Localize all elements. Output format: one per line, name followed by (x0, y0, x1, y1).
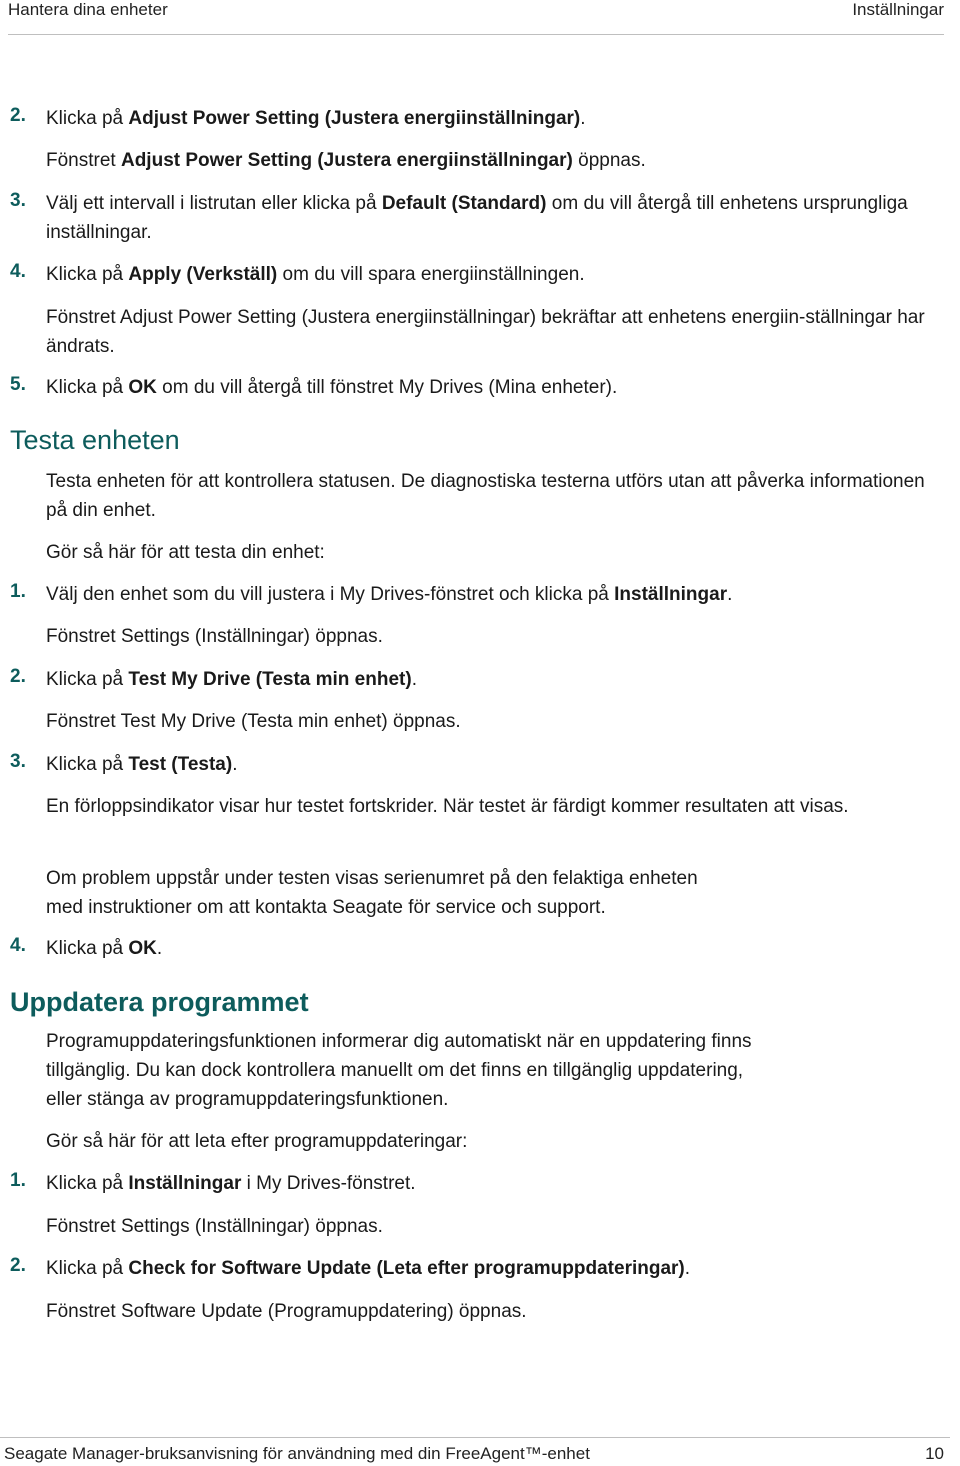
section-heading-test: Testa enheten (10, 425, 180, 455)
step-number: 4. (10, 935, 26, 956)
step-text: Klicka på Adjust Power Setting (Justera energiinställningar). (46, 108, 586, 129)
step-text: Välj ett intervall i listrutan eller klicka på Default (Standard) om du vill återgå till enhetens ursprungliga inställningar. (46, 193, 908, 243)
step-text: Klicka på OK om du vill återgå till fönstret My Drives (Mina enheter). (46, 377, 618, 398)
step-text: Klicka på Test My Drive (Testa min enhet). (46, 669, 417, 690)
section-howto: Gör så här för att testa din enhet: (46, 542, 325, 563)
step-note: Fönstret Adjust Power Setting (Justera energiinställningar) öppnas. (46, 150, 646, 171)
step-number: 2. (10, 105, 26, 126)
step-note: Fönstret Settings (Inställningar) öppnas. (46, 1216, 383, 1237)
step-text: Klicka på Check for Software Update (Leta efter programuppdateringar). (46, 1258, 691, 1279)
header-chapter: Inställningar (852, 0, 944, 19)
step-note: En förloppsindikator visar hur testet fortskrider. När testet är färdigt kommer resultaten att visas. (46, 796, 849, 817)
step-text: Välj den enhet som du vill justera i My Drives-fönstret och klicka på Inställningar. (46, 584, 733, 605)
step-number: 3. (10, 190, 26, 211)
step-number: 3. (10, 751, 26, 772)
page-header (8, 0, 944, 35)
step-number: 2. (10, 1255, 26, 1276)
step-note: Fönstret Adjust Power Setting (Justera energiinställningar) bekräftar att enhetens energiin-ställningar har ändrats. (46, 307, 925, 357)
footer-title: Seagate Manager-bruksanvisning för användning med din FreeAgent™-enhet (4, 1444, 590, 1463)
section-heading-update: Uppdatera programmet (10, 987, 309, 1017)
section-howto: Gör så här för att leta efter programuppdateringar: (46, 1131, 468, 1152)
step-note: Fönstret Software Update (Programuppdatering) öppnas. (46, 1301, 527, 1322)
step-text: Klicka på Test (Testa). (46, 754, 238, 775)
header-section: Hantera dina enheter (8, 0, 168, 19)
step-note: Om problem uppstår under testen visas serienumret på den felaktiga enheten med instruktioner om att kontakta Seagate för service och support. (46, 868, 698, 918)
step-note: Fönstret Settings (Inställningar) öppnas. (46, 626, 383, 647)
step-number: 5. (10, 374, 26, 395)
page-footer (0, 1437, 950, 1466)
step-text: Klicka på Inställningar i My Drives-fönstret. (46, 1173, 416, 1194)
step-note: Fönstret Test My Drive (Testa min enhet) öppnas. (46, 711, 461, 732)
step-number: 2. (10, 666, 26, 687)
step-number: 4. (10, 261, 26, 282)
page-number: 10 (925, 1444, 944, 1463)
section-intro: Testa enheten för att kontrollera statusen. De diagnostiska testerna utförs utan att påverka informationen på din enhet. (46, 471, 925, 521)
step-number: 1. (10, 1170, 26, 1191)
section-intro: Programuppdateringsfunktionen informerar dig automatiskt när en uppdatering finns tillgänglig. Du kan dock kontrollera manuellt om det finns en tillgänglig uppdatering, eller stänga av programuppdateringsfunktionen. (46, 1031, 752, 1110)
step-text: Klicka på Apply (Verkställ) om du vill spara energiinställningen. (46, 264, 585, 285)
step-number: 1. (10, 581, 26, 602)
step-text: Klicka på OK. (46, 938, 163, 959)
